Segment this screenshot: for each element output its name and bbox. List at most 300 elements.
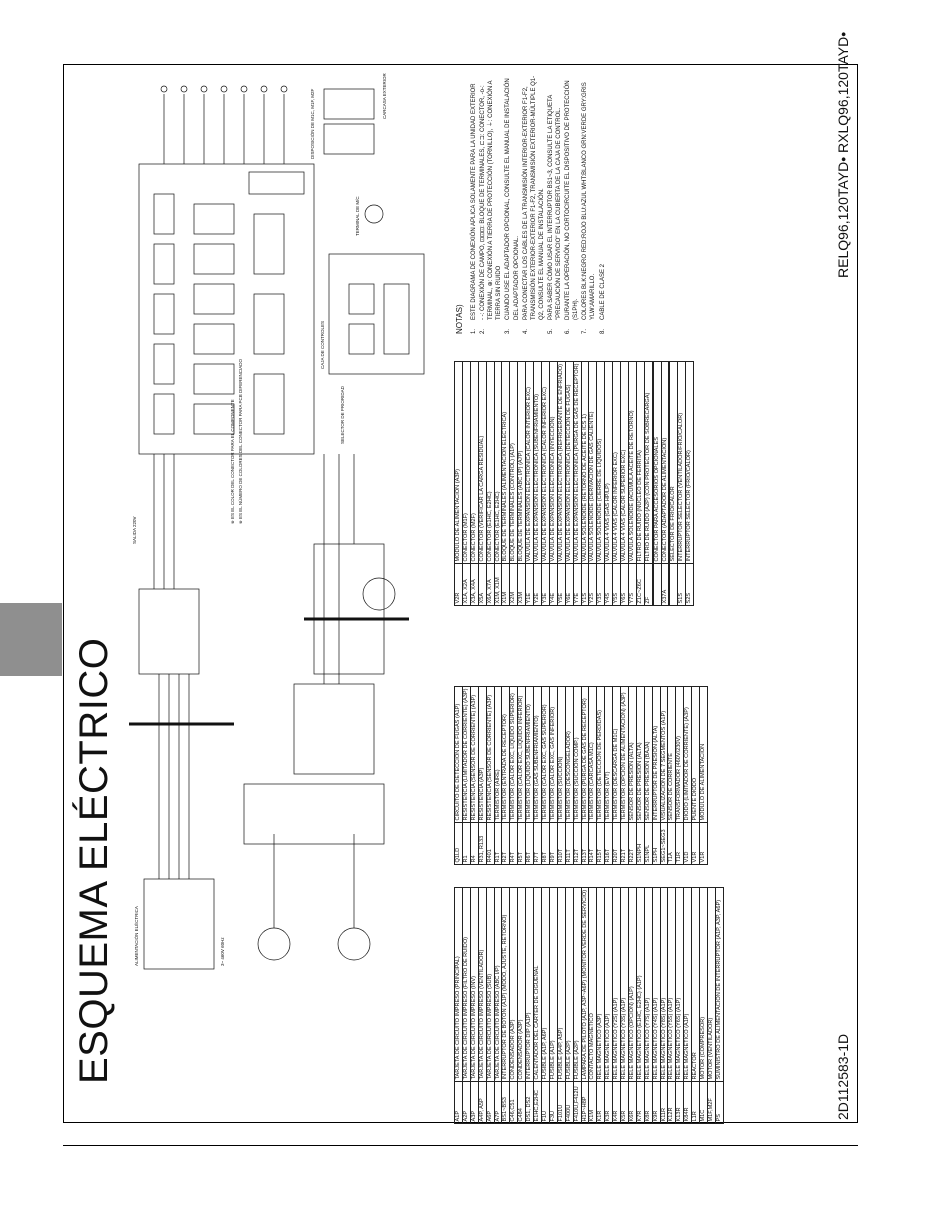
legend-description: CONTACTO MAGNÉTICO (589, 888, 597, 1082)
legend-description: RELÉ MAGNÉTICO (Y4S) (A1P) (652, 888, 660, 1082)
legend-code: R2T (502, 823, 510, 865)
motor-m1f (258, 928, 290, 960)
legend-row (628, 888, 636, 1124)
legend-code: K8R (644, 1082, 652, 1124)
legend-row (565, 888, 573, 1124)
legend-code: R13T (581, 823, 589, 865)
legend-code: V2R (455, 564, 463, 606)
legend-row (565, 361, 573, 605)
legend-row (526, 888, 534, 1124)
legend-description: REACTOR (692, 888, 700, 1082)
legend-row (692, 687, 700, 865)
legend-description: RESISTENCIA (A3P) (478, 687, 486, 823)
legend-row (518, 888, 526, 1124)
legend-row (557, 888, 565, 1124)
legend-row (549, 687, 557, 865)
case-label: CARCASA EXTERIOR (382, 73, 387, 119)
page-title: ESQUEMA ELÉCTRICO (72, 637, 116, 1084)
legend-row (708, 888, 716, 1124)
legend-code: X37A (661, 564, 669, 606)
legend-code: R14T (589, 823, 597, 865)
legend-description: PUENTE DIODO (692, 687, 700, 823)
legend-description: VÁLVULA SOLENOIDE (RETORNO DE ACEITE DE ICS 1) (581, 361, 589, 563)
legend-code: R20T (613, 823, 621, 865)
legend-code: Y7S (628, 564, 636, 606)
legend-code: X2M (510, 564, 518, 606)
legend-description: TERMISTOR (DESCARGA DE M1C) (613, 687, 621, 823)
legend-description: FUSIBLE (A4P, A5P) (557, 888, 565, 1082)
legend-description: RELÉ MAGNÉTICO (Y6S) (A1P) (676, 888, 684, 1082)
legend-description: TERMISTOR (LÍQUIDO SUBENFRIAMIENTO) (526, 687, 534, 823)
legend-code: K7R (636, 1082, 644, 1124)
legend-row (700, 888, 708, 1124)
legend-description: FILTRO DE RUIDO (A2P) (CON PROTECTOR DE SOBRECARGA) (644, 361, 652, 563)
legend-description: RESISTENCIA (LIMITADOR DE CORRIENTE) (A3P) (462, 688, 469, 821)
legend-description: FUSIBLE (A2P) (573, 888, 581, 1082)
legend-row (589, 888, 597, 1124)
legend-description: VÁLVULA 4 VÍAS (GAS HP/LP) (605, 361, 613, 563)
connector-note-1: ※ ES EL COLOR DEL CONECTOR PARA EL COMPONENTE (230, 399, 235, 524)
legend-code: R12T (573, 823, 581, 865)
legend-code: V1R (700, 823, 708, 865)
legend-row (628, 361, 636, 605)
legend-row (686, 361, 694, 605)
legend-code (653, 564, 661, 606)
legend-description: TERMISTOR (DESCONGELADOR) (565, 687, 573, 823)
legend-code: A1P (455, 1082, 463, 1124)
legend-row (502, 888, 510, 1124)
layout-box (324, 124, 374, 154)
legend-description: TERMISTOR (GAS SUBENFRIAMIENTO) (534, 687, 542, 823)
legend-description: INTERRUPTOR DE BOTÓN (A1P) (MODO, AJUSTE, RETORNO) (502, 888, 510, 1082)
legend-row (668, 888, 676, 1124)
legend-description: FUSIBLE (A1P) (549, 888, 557, 1082)
legend-description: TERMISTOR (CALOR EXC, GAS INFERIOR) (549, 687, 557, 823)
legend-row (684, 888, 692, 1124)
legend-row (486, 361, 494, 605)
legend-code: Y1S (581, 564, 589, 606)
legend-row (494, 687, 502, 865)
legend-row (541, 888, 549, 1124)
legend-description: TERMISTOR (CARCASA M1C) (589, 687, 597, 823)
legend-row (549, 888, 557, 1124)
legend-code: Y2E (534, 564, 542, 606)
legend-code: R31, R133 (478, 823, 486, 865)
note-item (479, 74, 503, 334)
legend-row (636, 687, 644, 865)
note-text: ESTE DIAGRAMA DE CONEXIÓN APLICA SOLAMENTE PARA LA UNIDAD EXTERIOR (471, 83, 478, 320)
legend-row (668, 687, 676, 865)
legend-row (478, 361, 486, 605)
legend-description: RELÉ MAGNÉTICO (Y3S) (A1P) (621, 888, 629, 1082)
legend-description: SELECTOR DE FRÍO/CALOR (670, 361, 678, 563)
power-label: ALIMENTACIÓN ELÉCTRICA (134, 906, 139, 966)
legend-description: TRANSFORMADOR (460V/230V) (676, 687, 684, 823)
legend-code: Y6S (621, 564, 629, 606)
legend-description: TERMISTOR (SUCCIÓN) (557, 687, 565, 823)
legend-description: TERMISTOR (EVT) (605, 687, 613, 823)
legend-row (660, 888, 668, 1124)
legend-code: C46,C51 (510, 1082, 518, 1124)
legend-description: SENSOR DE PRESIÓN (ALTA) (636, 687, 644, 823)
legend-code: T1R (676, 823, 684, 865)
legend-row (581, 687, 589, 865)
legend-code: V1D (684, 823, 692, 865)
legend-code: A4P, A5P (478, 1082, 486, 1124)
legend-description: DIODO (LIMITADOR DE CORRIENTE) (A3P) (684, 687, 692, 823)
document-frame (63, 31, 858, 1123)
legend-row (684, 687, 692, 865)
legend-description: VÁLVULA 4 VÍAS (CALOR INFERIOR EXC) (613, 361, 621, 563)
legend-row (676, 687, 684, 865)
legend-description: CIRCUITO DE DETECCIÓN DE FUGAS (A1P) (455, 687, 463, 823)
legend-description: VÁLVULA DE EXPANSIÓN ELECTRÓNICA (SUBENFRIAMIENTO) (534, 361, 542, 563)
legend-description: RESISTENCIA (SENSOR DE CORRIENTE) (A3P) (470, 687, 478, 823)
footer-rule (63, 1145, 858, 1146)
legend-description: RELÉ MAGNÉTICO (Y8S) (A1P) (660, 888, 668, 1082)
legend-description: INTERRUPTOR DE PRESIÓN (ALTA) (652, 687, 660, 823)
legend-row (597, 687, 605, 865)
legend-description: CONECTOR (E1HC, E2HC) (486, 361, 494, 563)
legend-row (470, 687, 478, 865)
legend-row (644, 361, 652, 605)
legend-code: K6R (628, 1082, 636, 1124)
legend-table-3 (454, 361, 694, 606)
legend-code: K11R (660, 1082, 668, 1124)
legend-code: T1A (668, 823, 676, 865)
legend-code: SEG1~SEG3 (660, 823, 668, 865)
legend-code: X3M (518, 564, 526, 606)
legend-code: F3U (549, 1082, 557, 1124)
legend-table-2 (454, 686, 708, 865)
legend-code: L1R (692, 1082, 700, 1124)
legend-code: F400U (565, 1082, 573, 1124)
legend-row (700, 687, 708, 865)
legend-description: RELÉ MAGNÉTICO (OPCIÓN) (A1P) (628, 888, 636, 1082)
legend-description: CONDENSADOR (A3P) (510, 888, 518, 1082)
legend-description: RELÉ MAGNÉTICO (Y2S) (A1P) (613, 888, 621, 1082)
legend-description: INTERRUPTOR SELECTOR (VENTILADOR/FRÍO/CALOR) (678, 361, 686, 563)
legend-row (573, 888, 581, 1124)
legend-code: R401 (486, 823, 494, 865)
note-text: - -: CONEXIÓN DE CAMPO, ⊡⊡⊡: BLOQUE DE TERMINALES, ⊏⊐: CONECTOR, -o-: TERMINAL, ⊕: CONEXIÓN A TIERRA DE PROTECCIÓN (TORNILLO), ⏚: CONEXIÓN A TIERRA SIN RUIDO (480, 80, 503, 320)
legend-row (653, 361, 661, 605)
legend-description: BLOQUE DE TERMINALES (ABC I/P) (A7P) (518, 361, 526, 563)
legend-code: A6P (486, 1082, 494, 1124)
notes-block (456, 74, 608, 334)
selector-label: SELECTOR DE PRIORIDAD (340, 386, 345, 444)
legend-row (549, 361, 557, 605)
legend-code: BS1~BS3 (502, 1082, 510, 1124)
legend-code: R5T (518, 823, 526, 865)
note-number: 7. (582, 328, 589, 334)
legend-description: VÁLVULA SOLENOIDE (DERIVACIÓN DE GAS CALIENTE) (589, 361, 597, 563)
legend-description: VÁLVULA DE EXPANSIÓN ELECTRÓNICA (INYECCIÓN) (549, 361, 557, 563)
note-number: 3. (505, 328, 512, 334)
legend-row (462, 687, 470, 865)
legend-row (541, 687, 549, 865)
legend-row (486, 888, 494, 1124)
legend-description: TARJETA DE CIRCUITO IMPRESO (PRINCIPAL) (455, 888, 463, 1082)
switch-output-label: SALIDA 220V (132, 516, 137, 544)
note-number: 5. (547, 328, 554, 334)
legend-description: TERMISTOR (PURGA DE GAS DE RECEPTOR) (581, 687, 589, 823)
legend-code: R1 (462, 823, 470, 865)
legend-code: Y5E (557, 564, 565, 606)
legend-row (636, 888, 644, 1124)
control-box (329, 254, 424, 374)
legend-description: TERMISTOR (ENTRADA DE RECEPTOR) (502, 687, 510, 823)
legend-row (652, 687, 660, 865)
reactor-block (139, 589, 199, 674)
legend-description: RELÉ MAGNÉTICO (A1P) (684, 888, 692, 1082)
doc-number: 2D112583-1D (835, 1033, 851, 1120)
legend-row (502, 361, 510, 605)
legend-row (565, 687, 573, 865)
legend-row (613, 687, 621, 865)
legend-description: RELÉ MAGNÉTICO (E1HC, E2HC) (A1P) (636, 888, 644, 1082)
legend-row (621, 361, 629, 605)
legend-code: K1M (589, 1082, 597, 1124)
legend-row (605, 687, 613, 865)
legend-description: RESISTENCIA (SENSOR DE CORRIENTE) (A3P) (486, 687, 494, 823)
legend-code: Q1LD (455, 823, 463, 865)
seven-segment-display (249, 172, 304, 194)
legend-row (715, 888, 723, 1124)
legend-code: H1P~H8P (581, 1082, 589, 1124)
note-text: COLORES BLK:NEGRO RED:ROJO BLU:AZUL WHT:BLANCO GRN:VERDE GRY:GRIS YLW:AMARILLO. (582, 82, 597, 320)
legend-description: CONECTOR (E1HC, E2HC) (494, 361, 502, 563)
legend-row (676, 888, 684, 1124)
legend-code: R6T (526, 823, 534, 865)
legend-row (652, 888, 660, 1124)
legend-code: S1PH (652, 823, 660, 865)
legend-row (597, 361, 605, 605)
legend-code: A3P (470, 1082, 478, 1124)
legend-description: FUSIBLE (A1P, A6P) (541, 888, 549, 1082)
legend-description: LÁMPARA DE PILOTO (A1P, A3P~A6P) (MONITOR VERDE DE SERVICIO) (581, 889, 588, 1080)
legend-code: Y2S (589, 564, 597, 606)
notes-list (470, 74, 607, 334)
wiring-diagram (124, 69, 444, 974)
legend-code: Y4S (605, 564, 613, 606)
legend-code: Y4E (549, 564, 557, 606)
legend-row (510, 687, 518, 865)
rotated-content (64, 31, 859, 1124)
legend-row (644, 888, 652, 1124)
legend-description: VÁLVULA DE EXPANSIÓN ELECTRÓNICA (PURGA DE GAS DE RECEPTOR) (573, 363, 580, 562)
legend-row (534, 687, 542, 865)
legend-description: CONECTOR (M1F) (462, 361, 470, 563)
legend-code: Y3S (597, 564, 605, 606)
legend-description: MÓDULO DE ALIMENTACIÓN (700, 687, 708, 823)
legend-description: MOTOR (VENTILADOR) (708, 888, 716, 1082)
legend-row (502, 687, 510, 865)
legend-row (628, 687, 636, 865)
legend-row (621, 687, 629, 865)
legend-row (636, 361, 644, 605)
legend-row (597, 888, 605, 1124)
legend-row (470, 361, 478, 605)
note-item (504, 74, 520, 334)
pcb-a3p (294, 684, 374, 774)
legend-description: TARJETA DE CIRCUITO IMPRESO (VENTILADOR) (478, 888, 486, 1082)
legend-description: TERMISTOR (CALOR EXC, GAS SUPERIOR) (541, 687, 549, 823)
legend-row (541, 361, 549, 605)
legend-code: R8T (541, 823, 549, 865)
legend-code: M1C (700, 1082, 708, 1124)
legend-description: TERMISTOR (AIRE) (494, 687, 502, 823)
legend-row (573, 687, 581, 865)
legend-description: CONDENSADOR (A3P) (518, 888, 526, 1082)
legend-code: X6A, X7A (486, 564, 494, 606)
legend-code: K13R (676, 1082, 684, 1124)
legend-code: K1R (597, 1082, 605, 1124)
note-number: 2. (480, 328, 487, 334)
legend-row (510, 888, 518, 1124)
note-text: CUANDO USE EL ADAPTADOR OPCIONAL, CONSULTE EL MANUAL DE INSTALACIÓN DEL ADAPTADOR OPCIONAL. (505, 78, 520, 320)
legend-description: VÁLVULA 4 VÍAS (CALOR SUPERIOR EXC) (621, 361, 629, 563)
legend-row (670, 361, 678, 605)
legend-description: VÁLVULA DE EXPANSIÓN ELECTRÓNICA (CALOR INTERIOR EXC) (526, 361, 534, 563)
legend-code: Y5S (613, 564, 621, 606)
note-item (547, 74, 563, 334)
legend-row (470, 888, 478, 1124)
note-item (470, 74, 478, 334)
note-item (564, 74, 580, 334)
legend-code: R16T (605, 823, 613, 865)
legend-description: VÁLVULA SOLENOIDE (ACUMULA ACEITE DE RETORNO) (628, 361, 636, 563)
motor-m2f (338, 928, 370, 960)
legend-row (692, 888, 700, 1124)
legend-description: TARJETA DE CIRCUITO IMPRESO (INV) (470, 888, 478, 1082)
terminal-mc (365, 205, 383, 223)
legend-code: R10T (557, 823, 565, 865)
legend-code: R11T (565, 823, 573, 865)
legend-code: S1S (678, 564, 686, 606)
note-text: PARA SABER CÓMO USAR EL INTERRUPTOR BS1~3, CONSULTE LA ETIQUETA "PRECAUCIÓN DE SERVICIO" EN LA CUBIERTA DE LA CAJA DE CONTROL. (547, 95, 563, 320)
legend-row (462, 888, 470, 1124)
legend-row (494, 888, 502, 1124)
legend-code: R21T (621, 823, 629, 865)
legend-description: VÁLVULA DE EXPANSIÓN ELECTRÓNICA (CALOR INFERIOR EXC) (541, 361, 549, 563)
legend-row (455, 888, 463, 1124)
legend-description: SENSOR DE CORRIENTE (668, 687, 676, 823)
legend-row (605, 888, 613, 1124)
legend-row (644, 687, 652, 865)
legend-row (613, 361, 621, 605)
note-number: 4. (522, 328, 529, 334)
note-number: 6. (565, 328, 572, 334)
section-tab (0, 603, 62, 676)
layout-label: DISPOSICIÓN DE M1C, M1F, M2F (310, 88, 315, 159)
legend-description: CONECTOR (M2F) (470, 361, 478, 563)
legend-row (455, 687, 463, 865)
note-text: CABLE DE CLASE 2 (599, 263, 606, 320)
legend-code: C484 (518, 1082, 526, 1124)
legend-code: R7T (534, 823, 542, 865)
legend-description: FUSIBLE (A2P) (565, 888, 573, 1082)
legend-code: M1F,M2F (708, 1082, 716, 1124)
legend-code: X1M, X1M (494, 564, 502, 606)
legend-code: DS1, DS2 (526, 1082, 534, 1124)
legend-description: CONECTOR PARA ACCESORIOS OPCIONALES (653, 361, 661, 563)
note-number: 1. (471, 328, 478, 334)
legend-code: Y1E (526, 564, 534, 606)
legend-row (518, 361, 526, 605)
legend-description: TERMISTOR (SUCCIÓN COMP.) (573, 687, 581, 823)
legend-code: Y7E (573, 564, 581, 606)
legend-code: R1T (494, 823, 502, 865)
model-numbers: RELQ96,120TAYD• RXLQ96,120TAYD• (835, 31, 851, 278)
legend-code: X3A, X4A (470, 564, 478, 606)
legend-code: Y3E (541, 564, 549, 606)
legend-description: CALENTADOR DEL CÁRTER DE CIGÜEÑAL (534, 888, 542, 1082)
legend-code: K84R (684, 1082, 692, 1124)
legend-row (678, 361, 686, 605)
legend-description: SENSOR DE PRESIÓN (ALTA) (628, 687, 636, 823)
control-box-label: CAJA DE CONTROLES (320, 320, 325, 369)
legend-row (581, 888, 589, 1124)
legend-code: ZF (644, 564, 652, 606)
legend-description: RELÉ MAGNÉTICO (Y5S) (A1P) (668, 888, 676, 1082)
legend-description: TERMISTOR (CALOR EXC, LÍQUIDO INFERIOR) (518, 687, 526, 823)
note-item (522, 74, 546, 334)
legend-code: F410U,F412U (573, 1082, 581, 1124)
note-item (581, 74, 597, 334)
legend-row (589, 361, 597, 605)
note-text: DURANTE LA OPERACIÓN, NO CORTOCIRCUITE EL DISPOSITIVO DE PROTECCIÓN (S1PH). (565, 80, 580, 320)
note-text: PARA CONECTAR LOS CABLES DE LA TRANSMISIÓN INTERIOR-EXTERIOR F1-F2, TRANSMISIÓN EXTERIOR-EXTERIOR F1-F2, TRANSMISIÓN EXTERIOR-MÚLTIPLE Q1-Q2, CONSULTE EL MANUAL DE INSTALACIÓN. (522, 75, 545, 320)
legend-description: INTERRUPTOR DIP (A1P) (526, 888, 534, 1082)
pcb-a4p (244, 784, 384, 844)
legend-description: TARJETA DE CIRCUITO IMPRESO (FILTRO DE RUIDO) (462, 888, 470, 1082)
legend-table-1 (454, 887, 724, 1124)
legend-row (573, 361, 581, 605)
legend-code: X1M (502, 564, 510, 606)
legend-row (660, 687, 668, 865)
legend-description: INTERRUPTOR SELECTOR (FRÍO/CALOR) (686, 361, 694, 563)
legend-description: CONECTOR (ADAPTADOR DE ALIMENTACIÓN) (661, 361, 669, 563)
motor-m1c (363, 578, 395, 610)
legend-row (661, 361, 669, 605)
legend-description: TARJETA DE CIRCUITO IMPRESO (SUB) (486, 888, 494, 1082)
legend-description: CONECTOR (VERIFICAR LA CARGA RESIDUAL) (478, 361, 486, 563)
legend-code: R22T (628, 823, 636, 865)
legend-row (486, 687, 494, 865)
legend-row (455, 361, 463, 605)
legend-description: RELÉ MAGNÉTICO (Y7S) (A1P) (644, 888, 652, 1082)
legend-code: R4 (470, 823, 478, 865)
legend-row (526, 687, 534, 865)
terminal-label: TERMINAL DE M/C (355, 196, 360, 236)
legend-row (557, 361, 565, 605)
legend-code: A2P (462, 1082, 470, 1124)
legend-code: R9T (549, 823, 557, 865)
legend-description: TARJETA DE CIRCUITO IMPRESO (ABC I/P) (494, 888, 502, 1082)
legend-description: VÁLVULA SOLENOIDE (CIERRE DE LÍQUIDOS) (597, 361, 605, 563)
legend-code: K12R (668, 1082, 676, 1124)
legend-description: VÁLVULA DE EXPANSIÓN ELECTRÓNICA (REFRIGERANTE DE ENFRIADO) (557, 361, 565, 563)
legend-code: R15T (597, 823, 605, 865)
legend-description: TERMISTOR (CALOR EXC, LÍQUIDO SUPERIOR) (510, 687, 518, 823)
legend-code: Y6E (565, 564, 573, 606)
legend-description: RELÉ MAGNÉTICO (A1P) (605, 888, 613, 1082)
legend-code: K3R (605, 1082, 613, 1124)
legend-description: BLOQUE DE TERMINALES (ALIMENTACIÓN ELÉCTRICA) (502, 361, 510, 563)
legend-description: MOTOR (COMPRESOR) (700, 888, 708, 1082)
legend-code: A7P (494, 1082, 502, 1124)
